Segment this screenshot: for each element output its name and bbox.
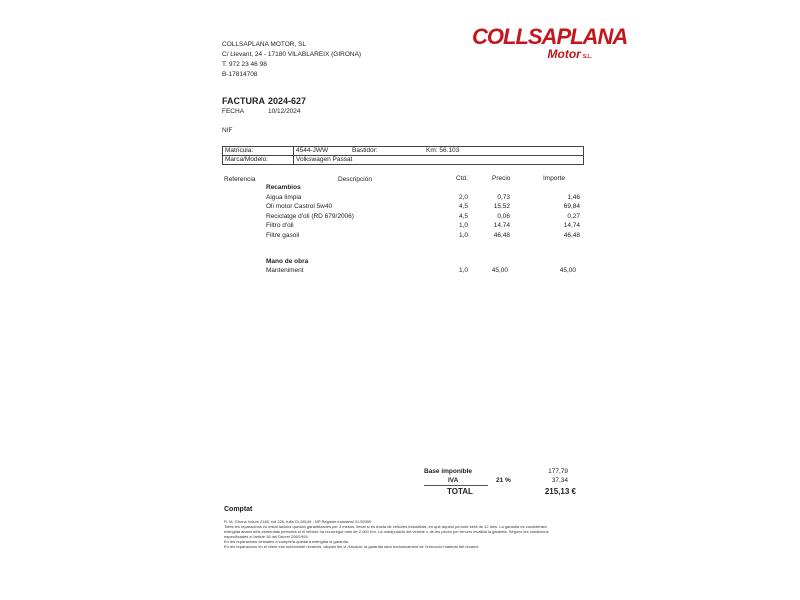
item-desc: Aigua limpia [266,194,302,201]
iva-rate: 21 % [496,477,511,484]
model-label: Marca/Modelo: [223,156,294,165]
item-qty: 2,0 [458,194,468,201]
legal-line: En les reparacions en el client ens subministri recanvis, oliques les vi d'avació, la garantia serà exclusivament de l'execució material del recanvi. [224,544,480,549]
iva-value: 37,34 [551,477,568,484]
item-qty: 1,0 [458,267,468,274]
item-desc: Reciclatge d'oli (RD 679/2006) [266,212,354,220]
col-reference: Referencia [224,176,256,183]
col-price: Precio [492,175,511,182]
company-phone: T. 972 23 46 98 [222,61,267,68]
plate-value: 4544-JWW [294,147,351,156]
logo-sub-text: Motor [547,47,581,61]
iva-label: IVA [448,477,459,484]
item-amount: 69,84 [563,203,580,211]
item-price: 46,48 [493,231,510,239]
legal-line: Totes les reparacions i/o instal·lacions quedan garantitzades per 3 mesos, llevat si es tracta de vehicles industrials, en qué aquest període serà de 12 dies. La garantia es considerarà [224,524,547,529]
invoice-label: FACTURA [222,96,265,106]
payment-method: Comptat [224,506,253,513]
item-price: 0,73 [497,194,510,201]
item-amount: 46,48 [563,231,580,239]
total-label: TOTAL [447,487,473,496]
base-label: Base imponible [424,468,473,475]
legal-line: extingida abans dels esmentats períodes si el vehicle ha recorregut més de 2.000 Km. La manipulació del vehicle o de les peces per tercers invalida la garantia. Segons les condicions [224,529,549,534]
logo-suffix: S.L. [582,54,592,60]
vehicle-row-plate [223,147,584,156]
item-desc: Oli motor Castrol 5w40 [266,203,333,211]
legal-line: especificades a l'article 16 del Decret 206/1994. [224,534,309,539]
item-price: 0,06 [497,212,510,220]
item-qty: 4,5 [458,212,468,220]
base-value: 177,79 [548,468,568,475]
item-amount: 0,27 [567,212,580,220]
vehicle-row-model [223,156,584,165]
km-value: Km: 56.103 [424,147,584,156]
invoice-number: 2024-627 [268,96,307,106]
total-value: 215,13 € [544,487,576,496]
company-logo [472,24,628,61]
item-qty: 1,0 [458,231,468,239]
item-desc: Filtre gasoil [266,231,300,239]
legal-notes [224,519,584,549]
model-value: Volkswagen Passat [294,156,584,165]
col-description: Descripción [338,176,372,183]
col-amount: Importe [543,175,566,182]
nif-label: NIF [222,127,233,134]
company-name: COLLSAPLANA MOTOR, SL [222,41,307,48]
item-desc: Filtro d'oli [266,222,294,230]
item-qty: 4,5 [458,203,468,211]
item-price: 15,52 [493,203,510,211]
item-qty: 1,0 [458,222,468,230]
invoice-date: 10/12/2024 [268,108,301,115]
total-divider [424,485,488,486]
list-item [266,231,581,241]
item-price: 14,74 [493,222,510,230]
item-amount: 1,46 [567,194,580,201]
company-cif: B-17814708 [222,71,258,78]
labor-heading: Mano de obra [266,258,309,265]
chassis-label: Bastidor: [350,147,424,156]
item-amount: 45,00 [559,267,576,274]
vehicle-table [222,146,584,165]
parts-heading: Recambios [266,184,301,191]
list-item [266,266,581,276]
col-qty: Ctd. [456,175,468,182]
date-label: FECHA [222,108,245,115]
plate-label: Matricula: [223,147,294,156]
item-desc: Manteniment [266,267,304,274]
item-amount: 14,74 [563,222,580,230]
company-info [222,40,361,80]
company-address: C/ Llevant, 24 - 17180 VILABLAREIX (GIRONA) [222,51,362,58]
logo-main-text: COLLSAPLANA [472,24,628,49]
item-price: 45,00 [491,267,508,274]
legal-line: En les reparacions deixades a compte/a quedarà extingida la garantia. [224,539,349,544]
legal-line: R. M. Girona Volum 2165, foli 226, fulla GI-38149 - NP Registre industrial GI-59359 [224,519,372,524]
